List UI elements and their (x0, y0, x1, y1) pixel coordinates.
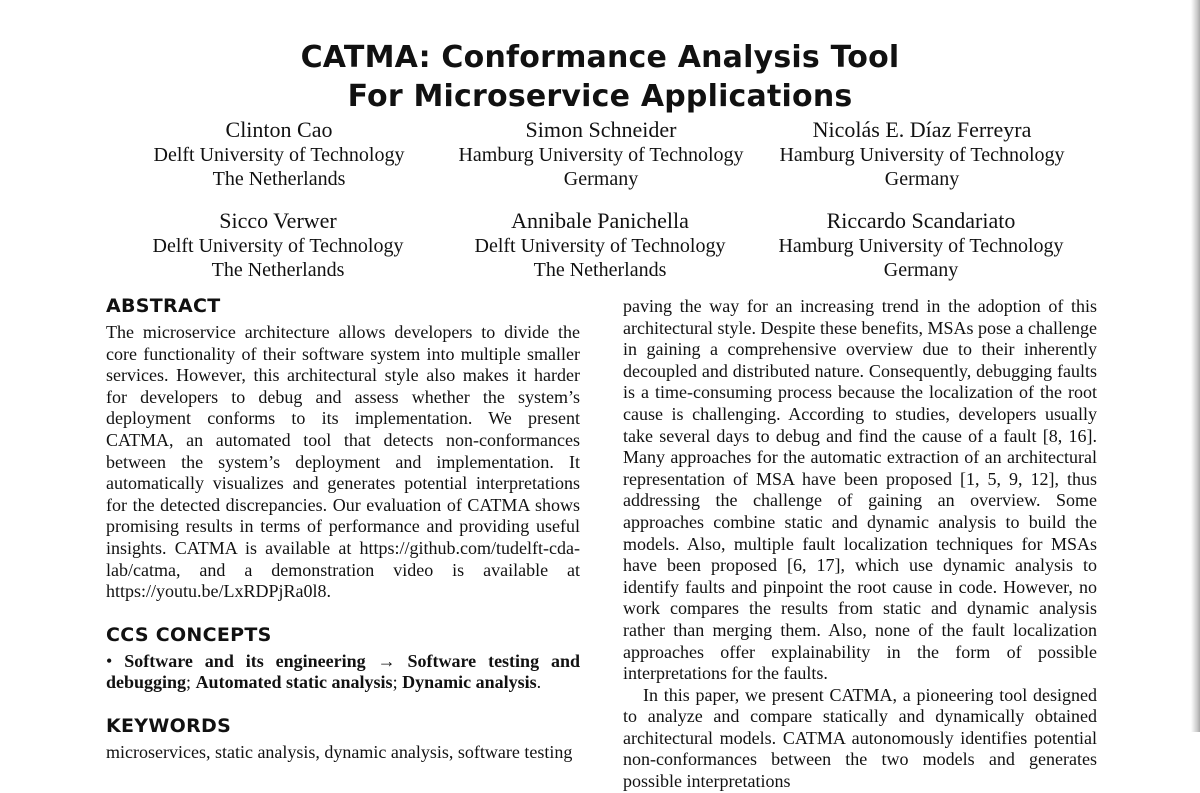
ccs-arrow: → (365, 650, 408, 671)
author-country: The Netherlands (533, 259, 667, 281)
author-affiliation: Hamburg University of Technology (779, 144, 1065, 166)
ccs-concept: Software testing and debugging (106, 650, 581, 693)
author-name: Simon Schneider (525, 117, 677, 142)
ccs-separator: ; (186, 672, 196, 693)
author-block (436, 117, 766, 191)
author-country: Germany (884, 168, 960, 190)
ccs-concept: Software and its engineering (124, 650, 366, 671)
author-block (114, 117, 444, 191)
author-affiliation: Hamburg University of Technology (778, 235, 1064, 257)
ccs-concepts-text (106, 651, 580, 694)
author-affiliation: Delft University of Technology (153, 144, 405, 166)
keywords-heading: KEYWORDS (106, 714, 232, 737)
author-block (435, 208, 765, 282)
author-affiliation: Delft University of Technology (152, 235, 404, 257)
author-block (757, 117, 1087, 191)
left-column (106, 292, 580, 764)
ccs-concept: Dynamic analysis (402, 672, 537, 693)
ccs-end: . (536, 672, 542, 693)
author-country: Germany (563, 168, 639, 190)
paper-title (0, 38, 1200, 116)
keywords-text: microservices, static analysis, dynamic analysis, software testing (106, 741, 573, 762)
body-paragraph: In this paper, we present CATMA, a pioneering tool designed to analyze and compare statically and dynamically obtained architectural models. CATMA autonomously identifies potential non-conformances between the two models and generates possible interpretations (623, 684, 1097, 792)
ccs-separator: ; (392, 672, 403, 693)
author-affiliation: Hamburg University of Technology (458, 144, 744, 166)
author-name: Sicco Verwer (219, 208, 337, 233)
ccs-bullet: • (106, 650, 113, 671)
author-block (756, 208, 1086, 282)
author-country: Germany (883, 259, 959, 281)
author-name: Annibale Panichella (511, 208, 689, 233)
author-block (113, 208, 443, 282)
ccs-concept: Automated static analysis (195, 672, 393, 693)
paper-title-line-1: CATMA: Conformance Analysis Tool (300, 40, 900, 76)
abstract-heading: ABSTRACT (106, 295, 221, 317)
ccs-concepts-heading: CCS CONCEPTS (106, 623, 272, 646)
author-affiliation: Delft University of Technology (474, 235, 726, 257)
paper-title-line-2: For Microservice Applications (347, 79, 853, 115)
author-name: Clinton Cao (225, 117, 333, 142)
author-country: The Netherlands (212, 168, 346, 190)
abstract-text: The microservice architecture allows developers to divide the core functionality of their software system into multiple smaller services. However, this architectural style also makes it harder for developers to debug and assess whether the system’s deployment conforms to its implementation. We present CATMA, an automated tool that detects non-conformances between the system’s deployment and implementation. It automatically visualizes and generates potential interpretations for the detected discrepancies. Our evaluation of CATMA shows promising results in terms of performance and providing useful insights. CATMA is available at https://github.com/tudelft-cda-lab/catma, and a demonstration video is available at https://youtu.be/LxRDPjRa0l8. (106, 322, 580, 602)
author-name: Riccardo Scandariato (826, 208, 1016, 233)
author-country: The Netherlands (211, 259, 345, 281)
body-paragraph: paving the way for an increasing trend in the adoption of this architectural style. Despite these benefits, MSAs pose a challenge in gaining a comprehensive overview due to their inherently decoupled and distributed nature. Consequently, debugging faults is a time-consuming process because the localization of the root cause is challenging. According to studies, developers usually take several days to debug and find the cause of a fault [8, 16]. Many approaches for the automatic extraction of an architectural representation of MSA have been proposed [1, 5, 9, 12], thus addressing the challenge of gaining an overview. Some approaches combine static and dynamic analysis to build the models. Also, multiple fault localization techniques for MSAs have been proposed [6, 17], which use dynamic analysis to identify faults and pinpoint the root cause in code. However, no work compares the results from static and dynamic analysis rather than merging them. Also, none of the fault localization approaches offer explainability in the form of possible interpretations for the faults. (623, 296, 1097, 684)
author-name: Nicolás E. Díaz Ferreyra (812, 117, 1032, 142)
right-column (623, 296, 1097, 793)
